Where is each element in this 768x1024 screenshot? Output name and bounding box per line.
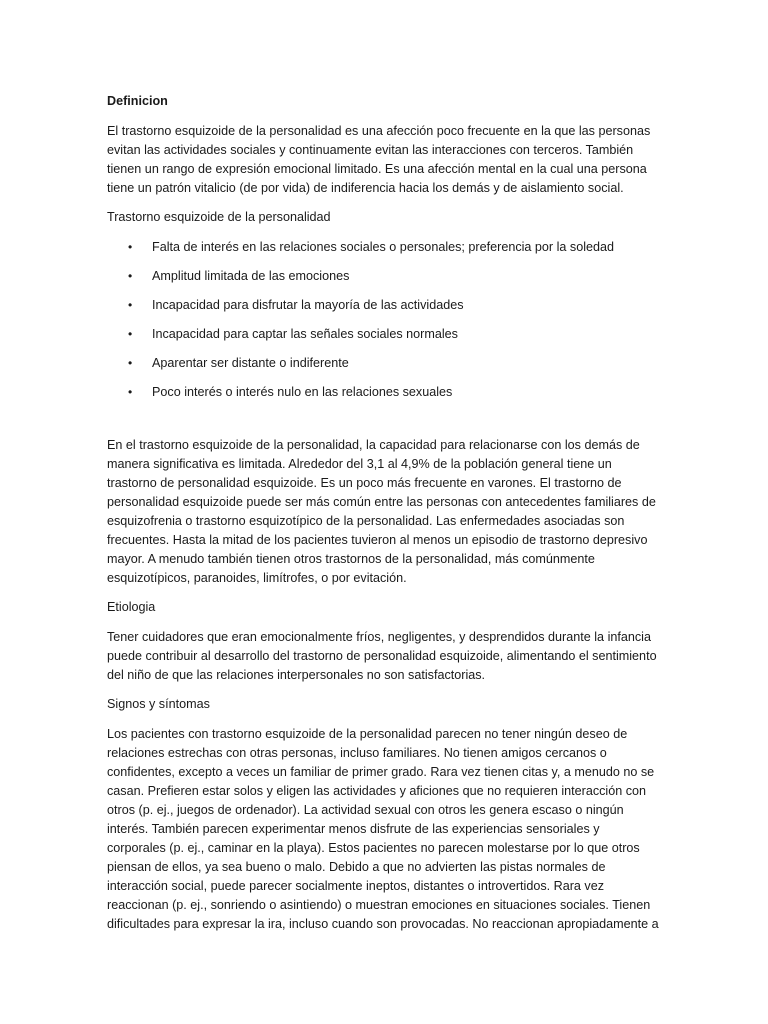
list-item (107, 325, 659, 344)
definition-paragraph: El trastorno esquizoide de la personalidad es una afección poco frecuente en la que las personas evitan las actividades sociales y continuamente evitan las interacciones con terceros. También tienen un rango de expresión emocional limitado. Es una afección mental en la cual una persona tiene un patrón vitalicio (de por vida) de indiferencia hacia los demás y de aislamiento social. (107, 124, 651, 195)
bullet-icon: • (128, 240, 133, 254)
list-item (107, 383, 659, 402)
definition-heading: Definicion (107, 94, 168, 108)
list-item-text: Poco interés o interés nulo en las relaciones sexuales (152, 385, 453, 399)
bullet-icon: • (128, 269, 133, 283)
list-item (107, 296, 659, 315)
list-item-text: Aparentar ser distante o indiferente (152, 356, 349, 370)
bullet-icon: • (128, 385, 133, 399)
list-heading: Trastorno esquizoide de la personalidad (107, 210, 331, 224)
list-item-text: Amplitud limitada de las emociones (152, 269, 350, 283)
symptom-list (107, 238, 659, 402)
list-item-text: Falta de interés en las relaciones sociales o personales; preferencia por la soledad (152, 240, 615, 254)
bullet-icon: • (128, 327, 133, 341)
bullet-icon: • (128, 356, 133, 370)
list-item (107, 238, 659, 257)
bullet-icon: • (128, 298, 133, 312)
symptoms-heading: Signos y síntomas (107, 697, 210, 711)
list-item (107, 354, 659, 373)
list-item-text: Incapacidad para disfrutar la mayoría de las actividades (152, 298, 464, 312)
document-page (107, 92, 659, 944)
etiology-paragraph: Tener cuidadores que eran emocionalmente fríos, negligentes, y desprendidos durante la infancia puede contribuir al desarrollo del trastorno de personalidad esquizoide, alimentando el sentimiento del niño de que las relaciones interpersonales no son satisfactorias. (107, 630, 657, 682)
etiology-heading: Etiologia (107, 600, 156, 614)
symptoms-paragraph: Los pacientes con trastorno esquizoide de la personalidad parecen no tener ningún deseo de relaciones estrechas con otras personas, incluso familiares. No tienen amigos cercanos o confidentes, excepto a veces un familiar de primer grado. Rara vez tienen citas y, a menudo no se casan. Prefieren estar solos y eligen las actividades y aficiones que no requieren interacción con otros (p. ej., juegos de ordenador). La actividad sexual con otros les genera escaso o ningún interés. También parecen experimentar menos disfrute de las experiencias sensoriales y corporales (p. ej., caminar en la playa). Estos pacientes no parecen molestarse por lo que otros piensan de ellos, ya sea bueno o malo. Debido a que no advierten las pistas normales de interacción social, puede parecer socialmente ineptos, distantes o introvertidos. Rara vez reaccionan (p. ej., sonriendo o asintiendo) o muestran emociones en situaciones sociales. Tienen dificultades para expresar la ira, incluso cuando son provocadas. No reaccionan apropiadamente a (107, 727, 659, 931)
list-item-text: Incapacidad para captar las señales sociales normales (152, 327, 458, 341)
prevalence-paragraph: En el trastorno esquizoide de la personalidad, la capacidad para relacionarse con los demás de manera significativa es limitada. Alrededor del 3,1 al 4,9% de la población general tiene un trastorno de personalidad esquizoide. Es un poco más frecuente en varones. El trastorno de personalidad esquizoide puede ser más común entre las personas con antecedentes familiares de esquizofrenia o trastorno esquizotípico de la personalidad. Las enfermedades asociadas son frecuentes. Hasta la mitad de los pacientes tuvieron al menos un episodio de trastorno depresivo mayor. A menudo también tienen otros trastornos de la personalidad, más comúnmente esquizotípicos, paranoides, limítrofes, o por evitación. (107, 438, 656, 585)
list-item (107, 267, 659, 286)
